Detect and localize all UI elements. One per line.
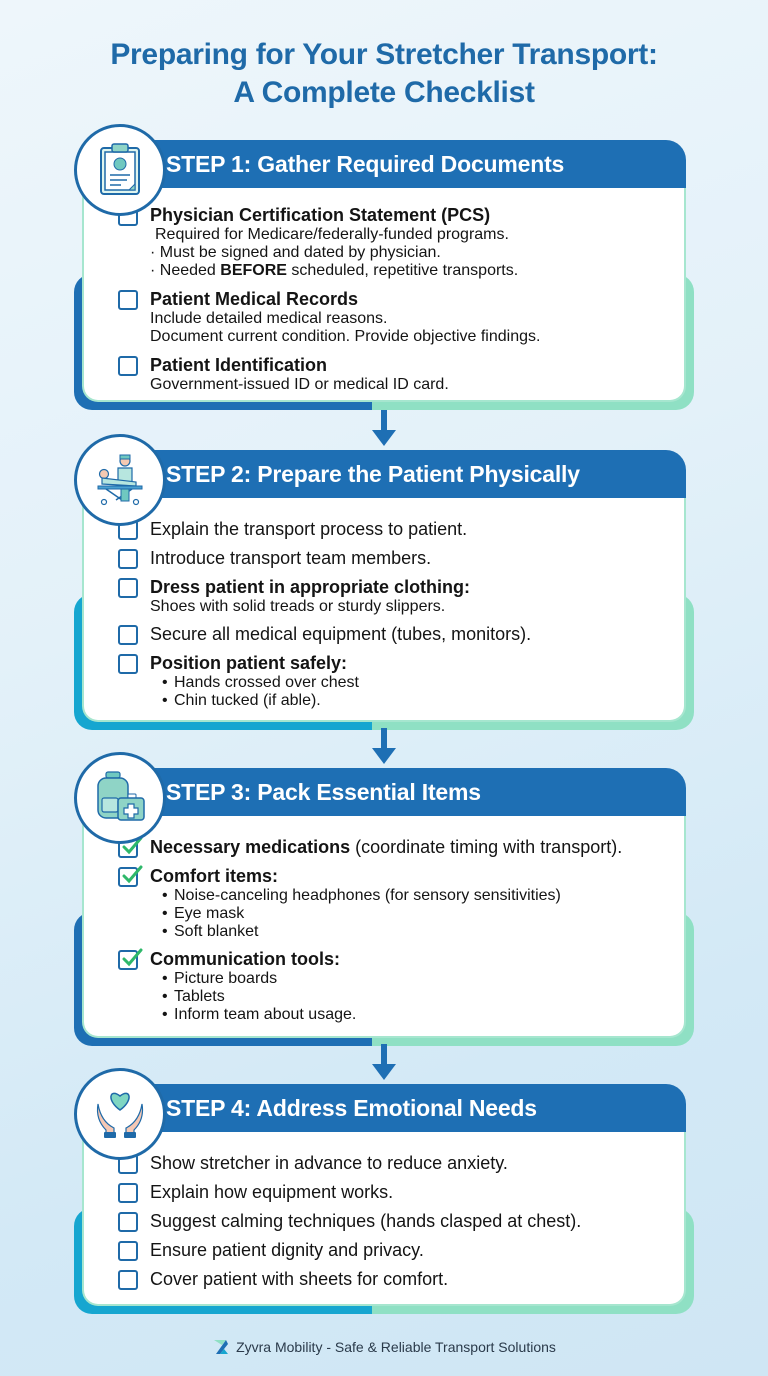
zyvra-logo-icon [212,1338,230,1356]
step-1-checklist [118,204,684,394]
checkbox[interactable] [118,1212,138,1232]
item-text: Necessary medications (coordinate timing with transport). [150,837,623,857]
item-text: Introduce transport team members. [150,548,432,568]
checklist-item [118,865,684,941]
checkbox[interactable] [118,625,138,645]
step-1-icon-circle [74,124,166,216]
step-4-icon-circle [74,1068,166,1160]
checklist-item [118,1152,684,1174]
item-title: Physician Certification Statement (PCS) [150,205,491,225]
step-4-header: STEP 4: Address Emotional Needs [128,1084,686,1132]
checkbox[interactable] [118,290,138,310]
checklist-item [118,547,684,569]
item-title: Position patient safely: [150,653,348,673]
item-desc: Document current condition. Provide objective findings. [150,328,541,345]
checklist-item [118,518,684,540]
item-text: Suggest calming techniques (hands clasped at chest). [150,1211,582,1231]
step-3-section [74,752,694,1046]
checkbox[interactable] [118,356,138,376]
item-title: Comfort items: [150,866,279,886]
item-title: Communication tools: [150,949,340,969]
item-desc: Government-issued ID or medical ID card. [150,376,449,393]
item-bullet: · Needed BEFORE scheduled, repetitive transports. [150,262,519,279]
step-3-checklist [118,836,684,1024]
clipboard-icon [95,142,145,198]
item-desc: Shoes with solid treads or sturdy slippers. [150,598,446,615]
checklist-item [118,1181,684,1203]
checklist-item [118,1268,684,1290]
title-line-1: Preparing for Your Stretcher Transport: [110,38,658,71]
step-2-header: STEP 2: Prepare the Patient Physically [128,450,686,498]
item-title: Patient Identification [150,355,328,375]
step-2-checklist [118,518,684,710]
page-title [0,36,768,112]
item-bullet: • Hands crossed over chest [160,674,684,692]
item-text: Ensure patient dignity and privacy. [150,1240,424,1260]
item-desc: Include detailed medical reasons. [150,310,388,327]
item-bullet: • Noise-canceling headphones (for sensory sensitivities) [160,887,684,905]
step-1-header: STEP 1: Gather Required Documents [128,140,686,188]
item-bullet: • Picture boards [160,970,684,988]
item-bullet: • Tablets [160,988,684,1006]
step-3-header: STEP 3: Pack Essential Items [128,768,686,816]
checklist-item [118,948,684,1024]
checkbox-checked[interactable] [118,950,138,970]
checkbox[interactable] [118,654,138,674]
checklist-item [118,836,684,858]
item-text: Explain the transport process to patient. [150,519,468,539]
item-bullet: • Chin tucked (if able). [160,692,684,710]
step-4-section [74,1068,694,1314]
checkbox[interactable] [118,1183,138,1203]
footer-tagline: Zyvra Mobility - Safe & Reliable Transport Solutions [236,1339,556,1355]
step-1-section [74,124,694,410]
item-text: Show stretcher in advance to reduce anxiety. [150,1153,508,1173]
checklist-item [118,1239,684,1261]
checkbox[interactable] [118,549,138,569]
checkbox-checked[interactable] [118,867,138,887]
item-text: Secure all medical equipment (tubes, monitors). [150,624,532,644]
checklist-item [118,652,684,710]
item-desc: Required for Medicare/federally-funded programs. [155,226,509,243]
checkmark-icon [121,864,143,886]
item-text: Cover patient with sheets for comfort. [150,1269,449,1289]
checkbox[interactable] [118,1270,138,1290]
item-title: Patient Medical Records [150,289,359,309]
item-bullet: · Must be signed and dated by physician. [150,244,441,261]
checklist-item [118,623,684,645]
checklist-item [118,204,684,280]
item-text: Explain how equipment works. [150,1182,394,1202]
checkbox[interactable] [118,578,138,598]
checklist-item [118,288,684,346]
checklist-item [118,1210,684,1232]
stretcher-patient-icon [92,452,148,508]
step-4-checklist [118,1152,684,1290]
checklist-item [118,576,684,616]
step-3-icon-circle [74,752,166,844]
checkmark-icon [121,947,143,969]
checklist-item [118,354,684,394]
checkbox[interactable] [118,1241,138,1261]
item-bullet: • Inform team about usage. [160,1006,684,1024]
item-bullet: • Soft blanket [160,923,684,941]
item-bullet: • Eye mask [160,905,684,923]
step-2-icon-circle [74,434,166,526]
step-2-section [74,434,694,730]
footer [0,1338,768,1356]
heart-hands-icon [92,1086,148,1142]
backpack-firstaid-icon [92,770,148,826]
title-line-2: A Complete Checklist [233,76,535,109]
item-title: Dress patient in appropriate clothing: [150,577,471,597]
